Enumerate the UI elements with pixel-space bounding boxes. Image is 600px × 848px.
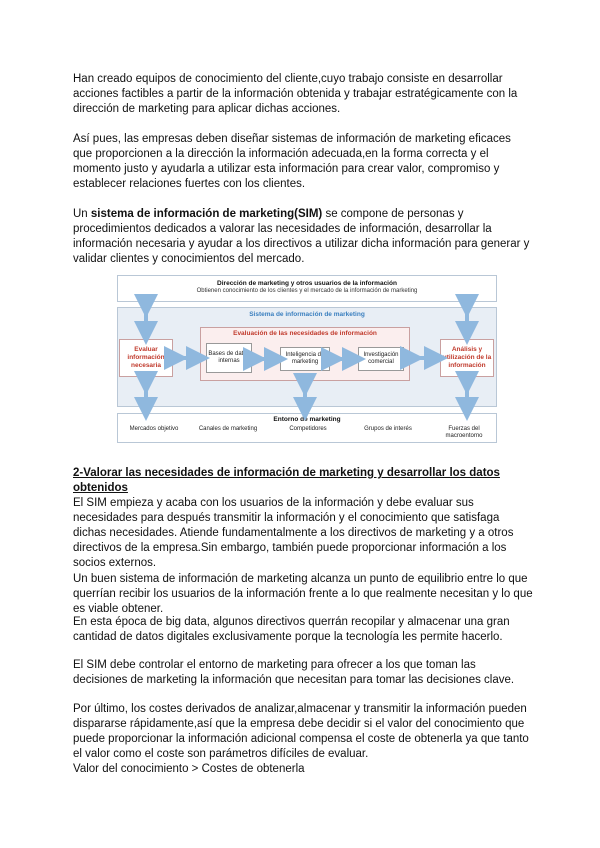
mis-definition-text: se compone de personas y procedimientos dedicados a valorar las necesidades de información, desarrollar la información necesaria y ayudar a los directivos a utilizar dicha información para generar y validar clientes y conocimientos del mercado. xyxy=(73,208,530,265)
environment-item: Competidores xyxy=(289,426,327,432)
paragraph-environment: El SIM debe controlar el entorno de marketing para ofrecer a los que toman las decisiones de marketing la información que necesitan para tomar las decisiones clave. xyxy=(73,659,515,686)
mis-diagram xyxy=(113,273,500,445)
diagram-marketing-intelligence: Inteligencia de marketing xyxy=(280,347,330,371)
paragraph-mis-definition xyxy=(73,207,533,267)
diagram-system-title: Sistema de información de marketing xyxy=(249,311,365,318)
diagram-marketing-research: Investigación comercial xyxy=(358,347,404,371)
environment-item: Mercados objetivo xyxy=(129,426,179,432)
diagram-environment-title: Entorno de marketing xyxy=(273,416,341,423)
environment-item: Grupos de interés xyxy=(364,426,412,432)
paragraph-mis-design: Así pues, las empresas deben diseñar sistemas de información de marketing eficaces que proporcionen a la dirección la información adecuada,en la forma correcta y el momento justo y ayudarla a utilizar esta información para crear valor, compromiso y establecer relaciones fuertes con los clientes. xyxy=(73,133,511,190)
diagram-right-box: Análisis y utilización de la información xyxy=(440,339,494,377)
diagram-evaluation-title: Evaluación de las necesidades de información xyxy=(233,330,377,337)
diagram-internal-databases: Bases de datos internas xyxy=(206,343,252,373)
environment-item: Fuerzas del macroentorno xyxy=(445,426,483,439)
paragraph-value-vs-cost: Valor del conocimiento > Costes de obtenerla xyxy=(73,763,305,775)
paragraph-balance: Un buen sistema de información de marketing alcanza un punto de equilibrio entre lo que querrían recibir los usuarios de la información frente a lo que realmente necesitan y lo que es viable obtener. xyxy=(73,573,533,615)
paragraph-big-data: En esta época de big data, algunos directivos querrán recopilar y almacenar una gran cantidad de datos digitales exclusivamente porque la tecnología les permite hacerlo. xyxy=(73,616,510,643)
mis-term: sistema de información de marketing(SIM) xyxy=(90,208,323,220)
paragraph-customer-teams: Han creado equipos de conocimiento del cliente,cuyo trabajo consiste en desarrollar acciones factibles a partir de la información obtenida y trabajar estratégicamente con la dirección de marketing para aplicar dichas acciones. xyxy=(73,73,518,115)
mis-definition-prefix: Un xyxy=(73,208,91,220)
section-heading: 2-Valorar las necesidades de información de marketing y desarrollar los datos obtenidos xyxy=(73,467,500,494)
diagram-users-subtitle: Obtienen conocimiento de los clientes y el mercado de la información de marketing xyxy=(196,288,418,294)
diagram-arrows xyxy=(113,273,500,445)
paragraph-sim-users: El SIM empieza y acaba con los usuarios de la información y debe evaluar sus necesidades para después transmitir la información y el conocimiento que satisfaga dichas necesidades. Atiende fundamentalmente a los directivos de marketing y a otros directivos de la empresa.Sin embargo, también puede proporcionar información a los socios externos. xyxy=(73,497,514,569)
diagram-users-title: Dirección de marketing y otros usuarios de la información xyxy=(217,280,397,287)
paragraph-costs: Por último, los costes derivados de analizar,almacenar y transmitir la información pueden dispararse rápidamente,así que la empresa debe decidir si el valor del conocimiento que puede proporcionar la información adicional compensa el coste de obtenerla ya que tanto el valor como el coste son parámetros difíciles de evaluar. xyxy=(73,703,529,760)
diagram-left-box: Evaluar información necesaria xyxy=(119,339,173,377)
environment-item: Canales de marketing xyxy=(198,426,258,432)
